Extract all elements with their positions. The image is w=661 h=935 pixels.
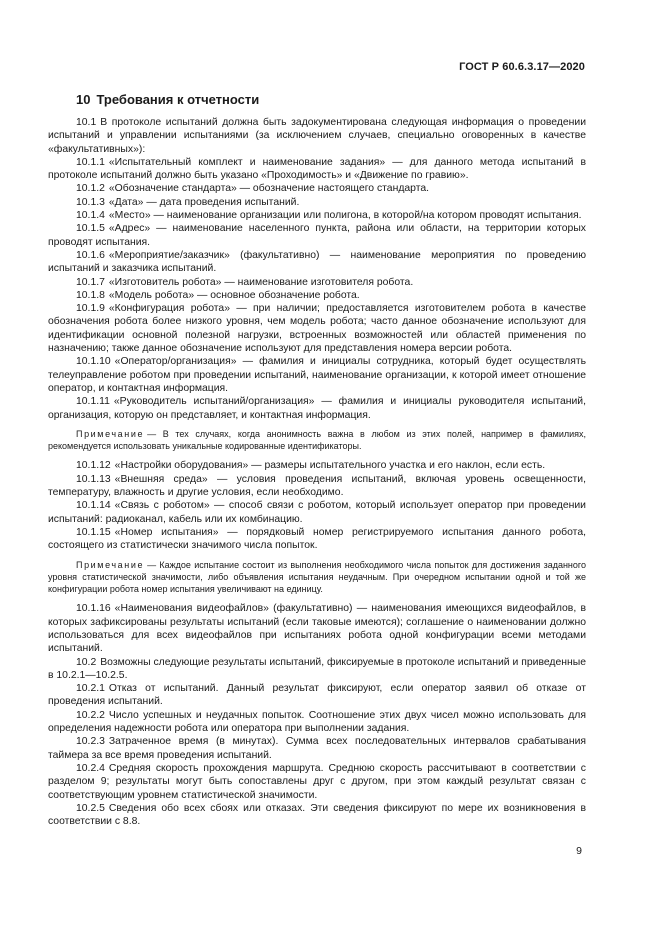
paragraph-number: 10.1.14 (76, 500, 111, 512)
paragraph-number: 10.1.13 (76, 473, 111, 485)
paragraph (48, 526, 586, 553)
paragraph (48, 473, 586, 500)
paragraph (48, 656, 586, 683)
paragraph (48, 249, 586, 276)
paragraph (48, 156, 586, 183)
paragraph-number: 10.1.2 (76, 183, 105, 195)
paragraph-number: 10.1 (76, 117, 97, 128)
paragraph (48, 355, 586, 395)
paragraph-number: 10.2.5 (76, 802, 105, 814)
paragraph-number: 10.2.4 (76, 762, 105, 774)
paragraph-group-3 (48, 602, 586, 828)
page-number: 9 (576, 845, 582, 857)
paragraph-number: 10.1.3 (76, 196, 105, 208)
paragraph-number: 10.2.1 (76, 683, 105, 695)
paragraph (48, 182, 586, 195)
paragraph-text: Сведения обо всех сбоях или отказах. Эти сведения фиксируют по мере их возникновения в соответствии с 8.8. (48, 802, 586, 828)
paragraph-text: В протоколе испытаний должна быть задокументирована следующая информация о проведении испытаний и управлении испытаниями (за исключением случаев, специально оговоренных в качестве «факультативных»): (48, 117, 586, 155)
paragraph (48, 802, 586, 829)
paragraph-number: 10.1.4 (76, 210, 105, 222)
paragraph-number: 10.2 (76, 656, 97, 668)
paragraph (48, 602, 586, 655)
paragraph (48, 762, 586, 802)
section-title (76, 92, 259, 107)
paragraph-text: «Дата» — дата проведения испытаний. (108, 196, 300, 208)
paragraph-number: 10.1.12 (76, 460, 111, 472)
paragraph (48, 682, 586, 709)
paragraph (48, 395, 586, 422)
paragraph-text: Средняя скорость прохождения маршрута. Среднюю скорость рассчитывают в соответствии с разделом 9; результаты могут быть сопоставлены друг с другом, при этом каждый результат связан с соответствующим уровнем статистической значимости. (48, 762, 586, 801)
note-label: Примечание (76, 428, 145, 439)
document-code: ГОСТ Р 60.6.3.17—2020 (459, 61, 585, 73)
paragraph-number: 10.1.5 (76, 223, 105, 235)
paragraph-text: Возможны следующие результаты испытаний, фиксируемые в протоколе испытаний и приведенные в 10.2.1—10.2.5. (48, 656, 586, 681)
paragraph-group-2 (48, 459, 586, 552)
paragraph (48, 222, 586, 249)
paragraph-number: 10.1.10 (76, 356, 111, 368)
paragraph-text: «Адрес» — наименование населенного пункта, района или области, на территории которых проводят испытания. (48, 223, 586, 248)
paragraph-number: 10.1.11 (76, 396, 110, 408)
paragraph (48, 735, 586, 762)
note-2 (48, 559, 586, 596)
paragraph-number: 10.1.16 (76, 603, 111, 615)
paragraph-number: 10.2.3 (76, 736, 105, 748)
paragraph (48, 709, 586, 736)
paragraph (48, 289, 586, 302)
note-label: Примечание (76, 559, 145, 570)
paragraph-text: «Номер испытания» — порядковый номер регистрируемого испытания данного робота, состоящего из статистически значимого числа попыток. (48, 526, 586, 552)
paragraph-text: Отказ от испытаний. Данный результат фиксируют, если оператор заявил об отказе от проведения испытаний. (48, 683, 586, 708)
paragraph (48, 276, 586, 289)
paragraph-text: Число успешных и неудачных попыток. Соотношение этих двух чисел можно использовать для определения надежности робота или оператора при выполнении задания. (48, 709, 586, 735)
paragraph-number: 10.1.6 (76, 249, 105, 261)
paragraph-text: «Конфигурация робота» — при наличии; предоставляется изготовителем робота в качестве обозначения робота более низкого уровня, чем модель робота; часто данное обозначение используют для идентификации основной полезной нагрузки, встроенных возможностей или областей применения по назначению; также данное обозначение используют для представления номера версии робота. (48, 303, 586, 355)
paragraph-text: «Внешняя среда» — условия проведения испытаний, включая уровень освещенности, температуру, влажность и другие условия, если необходимо. (48, 473, 586, 499)
paragraph (48, 459, 586, 472)
paragraph-text: «Испытательный комплект и наименование задания» — для данного метода испытаний в протоколе испытаний должно быть указано «Проходимость» и «Движение по гравию». (48, 156, 586, 182)
paragraph-text: «Настройки оборудования» — размеры испытательного участка и его наклон, если есть. (114, 460, 546, 472)
paragraph (48, 209, 586, 222)
paragraph-group-1 (48, 116, 586, 422)
paragraph-number: 10.1.9 (76, 303, 105, 315)
paragraph (48, 499, 586, 526)
paragraph-number: 10.2.2 (76, 709, 105, 721)
paragraph-text: Затраченное время (в минутах). Сумма всех последовательных интервалов срабатывания таймера за все время проведения испытаний. (48, 736, 586, 761)
paragraph-text: «Изготовитель робота» — наименование изготовителя робота. (108, 276, 414, 288)
section-number: 10 (76, 92, 91, 107)
section-title-text: Требования к отчетности (96, 92, 260, 107)
paragraph (48, 302, 586, 355)
paragraph (48, 116, 586, 156)
note-text: — В тех случаях, когда анонимность важна в любом из этих полей, например в фамилиях, рекомендуется использовать уникальные кодированные идентификаторы. (48, 428, 586, 452)
paragraph-text: «Оператор/организация» — фамилия и инициалы сотрудника, который будет осуществлять телеуправление роботом при проведении испытаний, наименование организации, к которой имеет отношение оператор, и контактная информация. (48, 356, 586, 394)
note-1 (48, 428, 586, 453)
paragraph-text: «Модель робота» — основное обозначение робота. (108, 289, 360, 301)
paragraph-number: 10.1.1 (76, 156, 105, 168)
section-body (48, 116, 586, 828)
paragraph-text: «Мероприятие/заказчик» (факультативно) — наименование мероприятия по проведению испытаний и заказчика испытаний. (48, 249, 586, 275)
paragraph-number: 10.1.7 (76, 276, 105, 288)
paragraph-text: «Связь с роботом» — способ связи с роботом, который использует оператор при проведении испытаний: радиоканал, кабель или их комбинацию. (48, 500, 586, 525)
paragraph (48, 196, 586, 209)
paragraph-number: 10.1.8 (76, 289, 105, 301)
paragraph-number: 10.1.15 (76, 526, 111, 538)
paragraph-text: «Руководитель испытаний/организация» — фамилия и инициалы руководителя испытаний, организация, которую он представляет, и контактная информация. (48, 396, 586, 421)
paragraph-text: «Обозначение стандарта» — обозначение настоящего стандарта. (108, 183, 430, 195)
note-text: — Каждое испытание состоит из выполнения необходимого числа попыток для достижения заданного уровня статистической значимости, либо объявления испытания неудачным. При очередном испытании одной и той же конфигурации робота номер испытания увеличивают на единицу. (48, 559, 586, 595)
paragraph-text: «Место» — наименование организации или полигона, в которой/на котором проводят испытания. (108, 210, 582, 222)
paragraph-text: «Наименования видеофайлов» (факультативно) — наименования имеющихся видеофайлов, в которых зафиксированы результаты испытаний (если таковые имеются); соглашение о наименовании должно использоваться для всех видеофайлов при испытаниях робота одной конфигурации всеми методами испытаний. (48, 603, 586, 655)
